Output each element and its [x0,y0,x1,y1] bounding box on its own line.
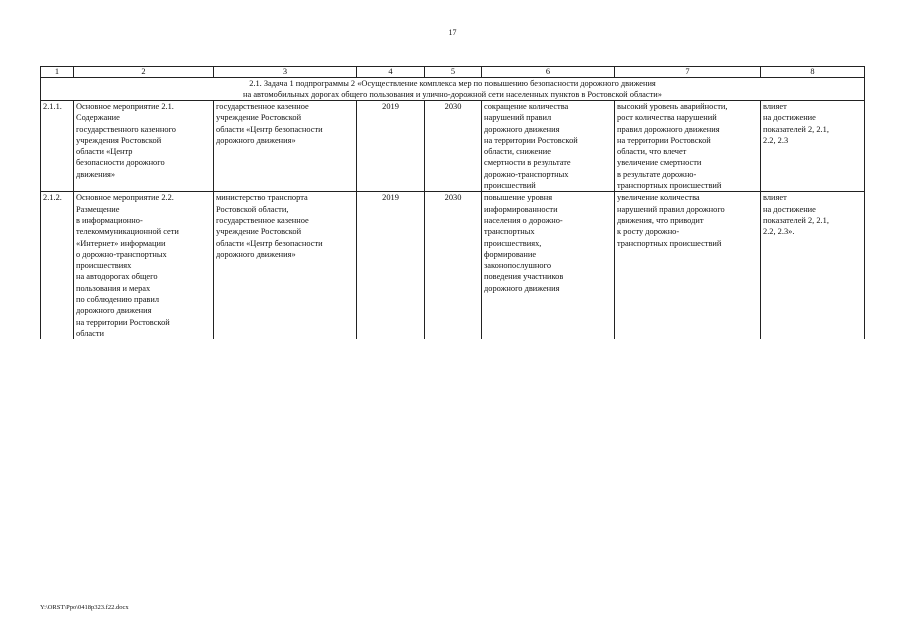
activity-cell: Основное мероприятие 2.1. Содержание государственного казенного учреждения Ростовской области «Центр безопасности дорожного движения» [74,101,214,192]
column-header: 3 [214,67,357,78]
end-year-cell: 2030 [425,101,482,192]
table-row [41,192,865,339]
column-header: 2 [74,67,214,78]
executor-cell: министерство транспорта Ростовской области, государственное казенное учреждение Ростовской области «Центр безопасности дорожного движения» [214,192,357,339]
consequences-cell: высокий уровень аварийности, рост количества нарушений правил дорожного движения на территории Ростовской области, что влечет увеличение смертности в результате дорожно- транспортных происшествий [615,101,761,192]
column-header: 8 [761,67,865,78]
column-header: 6 [482,67,615,78]
table-row [41,101,865,192]
footer-file-path: Y:\ORST\Ppo\0418p323.f22.docx [40,604,129,611]
indicator-link-cell: влияет на достижение показателей 2, 2.1, 2.2, 2.3». [761,192,865,339]
result-cell: сокращение количества нарушений правил дорожного движения на территории Ростовской области, снижение смертности в результате дорожно-транспортных происшествий [482,101,615,192]
section-title: 2.1. Задача 1 подпрограммы 2 «Осуществление комплекса мер по повышению безопасности дорожного движения на автомобильных дорогах общего пользования и улично-дорожной сети населенных пунктов в Ростовской области» [41,78,865,101]
activity-cell: Основное мероприятие 2.2. Размещение в информационно- телекоммуникационной сети «Интернет» информации о дорожно-транспортных происшествиях на автодорогах общего пользования и мерах по соблюдению правил дорожного движения на территории Ростовской области [74,192,214,339]
column-header: 1 [41,67,74,78]
row-number: 2.1.2. [41,192,74,339]
indicator-link-cell: влияет на достижение показателей 2, 2.1, 2.2, 2.3 [761,101,865,192]
column-header: 5 [425,67,482,78]
column-header: 7 [615,67,761,78]
start-year-cell: 2019 [357,101,425,192]
column-header: 4 [357,67,425,78]
start-year-cell: 2019 [357,192,425,339]
row-number: 2.1.1. [41,101,74,192]
result-cell: повышение уровня информированности населения о дорожно- транспортных происшествиях, формирование законопослушного поведения участников дорожного движения [482,192,615,339]
section-title-row [41,78,865,101]
page-number: 17 [448,28,457,37]
consequences-cell: увеличение количества нарушений правил дорожного движения, что приводит к росту дорожно- транспортных происшествий [615,192,761,339]
measures-table [40,66,865,339]
executor-cell: государственное казенное учреждение Ростовской области «Центр безопасности дорожного движения» [214,101,357,192]
column-number-row [41,67,865,78]
end-year-cell: 2030 [425,192,482,339]
